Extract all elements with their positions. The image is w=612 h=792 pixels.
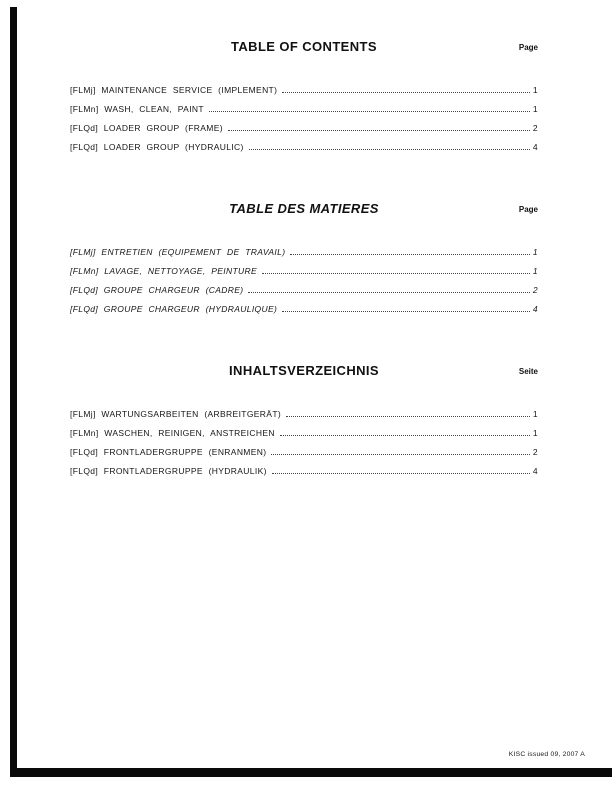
section-title: TABLE DES MATIERES [229,201,379,216]
entry-label: [FLMj] ENTRETIEN (EQUIPEMENT DE TRAVAIL) [70,247,286,257]
toc-entry [70,407,538,419]
entry-page: 1 [532,409,538,419]
section-title: TABLE OF CONTENTS [231,39,377,54]
entry-label: [FLMn] LAVAGE, NETTOYAGE, PEINTURE [70,266,258,276]
footer-issue-note: KISC issued 09, 2007 A [508,751,585,758]
dot-leader [282,92,530,93]
section-title: INHALTSVERZEICHNIS [229,363,379,378]
toc-entry [70,140,538,152]
toc-entry [70,445,538,457]
entry-label: [FLMn] WASCHEN, REINIGEN, ANSTREICHEN [70,428,275,438]
page-column-label: Seite [518,367,538,376]
entry-page: 1 [532,104,538,114]
section-table-of-contents [70,38,538,159]
entry-page: 2 [532,123,538,133]
scan-edge-bottom [10,768,612,777]
section-header [70,38,538,56]
entry-page: 1 [532,247,538,257]
section-inhaltsverzeichnis [70,362,538,483]
entry-page: 2 [532,285,538,295]
entry-label: [FLQd] LOADER GROUP (FRAME) [70,123,223,133]
section-header [70,362,538,380]
toc-entry [70,426,538,438]
dot-leader [248,292,529,293]
entry-page: 4 [532,142,538,152]
entry-page: 4 [532,304,538,314]
entry-page: 1 [532,266,538,276]
dot-leader [280,435,530,436]
entry-label: [FLQd] FRONTLADERGRUPPE (HYDRAULIK) [70,466,267,476]
toc-entries [70,245,538,314]
page-column-label: Page [518,43,538,52]
toc-entry [70,83,538,95]
entry-label: [FLQd] GROUPE CHARGEUR (HYDRAULIQUE) [70,304,278,314]
section-table-des-matieres [70,200,538,321]
page-column-label: Page [518,205,538,214]
toc-entry [70,464,538,476]
entry-page: 1 [532,428,538,438]
dot-leader [290,254,530,255]
dot-leader [282,311,530,312]
entry-label: [FLMj] MAINTENANCE SERVICE (IMPLEMENT) [70,85,278,95]
dot-leader [262,273,530,274]
entry-label: [FLQd] LOADER GROUP (HYDRAULIC) [70,142,244,152]
entry-label: [FLQd] FRONTLADERGRUPPE (ENRANMEN) [70,447,267,457]
dot-leader [249,149,530,150]
dot-leader [228,130,530,131]
toc-entries [70,407,538,476]
entry-page: 1 [532,85,538,95]
toc-entry [70,245,538,257]
dot-leader [209,111,530,112]
toc-entry [70,302,538,314]
entry-label: [FLMj] WARTUNGSARBEITEN (ARBREITGERÄT) [70,409,282,419]
entry-label: [FLQd] GROUPE CHARGEUR (CADRE) [70,285,244,295]
entry-page: 4 [532,466,538,476]
scan-edge-left [10,7,17,777]
toc-entries [70,83,538,152]
section-header [70,200,538,218]
toc-entry [70,102,538,114]
dot-leader [286,416,530,417]
entry-label: [FLMn] WASH, CLEAN, PAINT [70,104,204,114]
dot-leader [271,454,530,455]
toc-entry [70,264,538,276]
toc-entry [70,121,538,133]
entry-page: 2 [532,447,538,457]
toc-entry [70,283,538,295]
dot-leader [272,473,530,474]
